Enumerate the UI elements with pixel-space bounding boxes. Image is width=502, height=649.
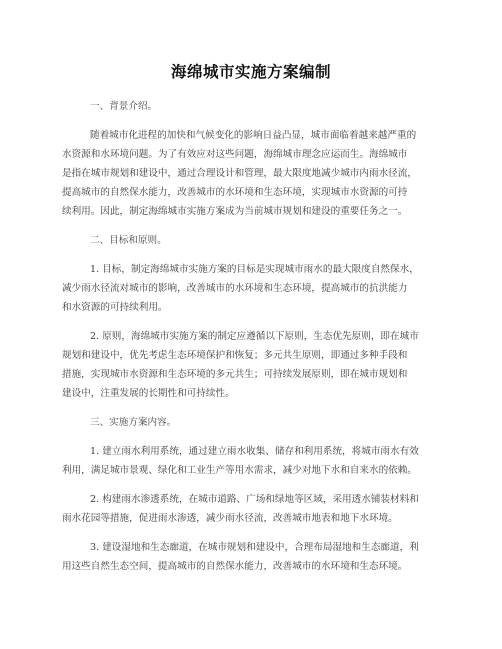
paragraph-line: 3. 建设湿地和生态廊道，在城市规划和建设中，合理布局湿地和生态廊道，利 (90, 542, 419, 553)
paragraph-line: 2. 原则，海绵城市实施方案的制定应遵循以下原则，生态优先原则，即在城市 (90, 331, 419, 342)
section-heading-goals: 二、目标和原则。 (90, 235, 167, 246)
section-heading-content: 三、实施方案内容。 (90, 417, 177, 428)
paragraph-line: 雨水花园等措施，促进雨水渗透，减少雨水径流，改善城市地表和地下水环境。 (62, 513, 398, 524)
paragraph-line: 1. 目标，制定海绵城市实施方案的目标是实现城市雨水的最大限度自然保水， (90, 264, 419, 275)
paragraph-line: 减少雨水径流对城市的影响，改善城市的水环境和生态环境，提高城市的抗洪能力 (62, 283, 408, 294)
paragraph-line: 1. 建立雨水利用系统，通过建立雨水收集、储存和利用系统，将城市雨水有效 (90, 446, 419, 457)
paragraph-line: 规划和建设中，优先考虑生态环境保护和恢复；多元共生原则，即通过多种手段和 (62, 350, 408, 361)
paragraph-line: 和水资源的可持续利用。 (62, 302, 168, 313)
paragraph-line: 随着城市化进程的加快和气候变化的影响日益凸显，城市面临着越来越严重的 (90, 130, 417, 141)
paragraph-line: 续利用。因此，制定海绵城市实施方案成为当前城市规划和建设的重要任务之一。 (62, 206, 408, 217)
paragraph-line: 用这些自然生态空间，提高城市的自然保水能力，改善城市的水环境和生态环境。 (62, 561, 408, 572)
paragraph-line: 是指在城市规划和建设中，通过合理设计和管理，最大限度地减少城市内雨水径流， (62, 168, 417, 179)
section-heading-background: 一、背景介绍。 (90, 101, 158, 112)
paragraph-line: 建设中，注重发展的长期性和可持续性。 (62, 388, 235, 399)
document-title: 海绵城市实施方案编制 (170, 63, 331, 81)
paragraph-line: 2. 构建雨水渗透系统，在城市道路、广场和绿地等区域，采用透水铺装材料和 (90, 494, 419, 505)
paragraph-line: 利用，满足城市景观、绿化和工业生产等用水需求，减少对地下水和自来水的依赖。 (62, 465, 417, 476)
paragraph-line: 措施，实现城市水资源和生态环境的多元共生；可持续发展原则，即在城市规划和 (62, 369, 408, 380)
paragraph-line: 水资源和水环境问题。为了有效应对这些问题，海绵城市理念应运而生。海绵城市 (62, 149, 408, 160)
paragraph-line: 提高城市的自然保水能力，改善城市的水环境和生态环境，实现城市水资源的可持 (62, 187, 408, 198)
